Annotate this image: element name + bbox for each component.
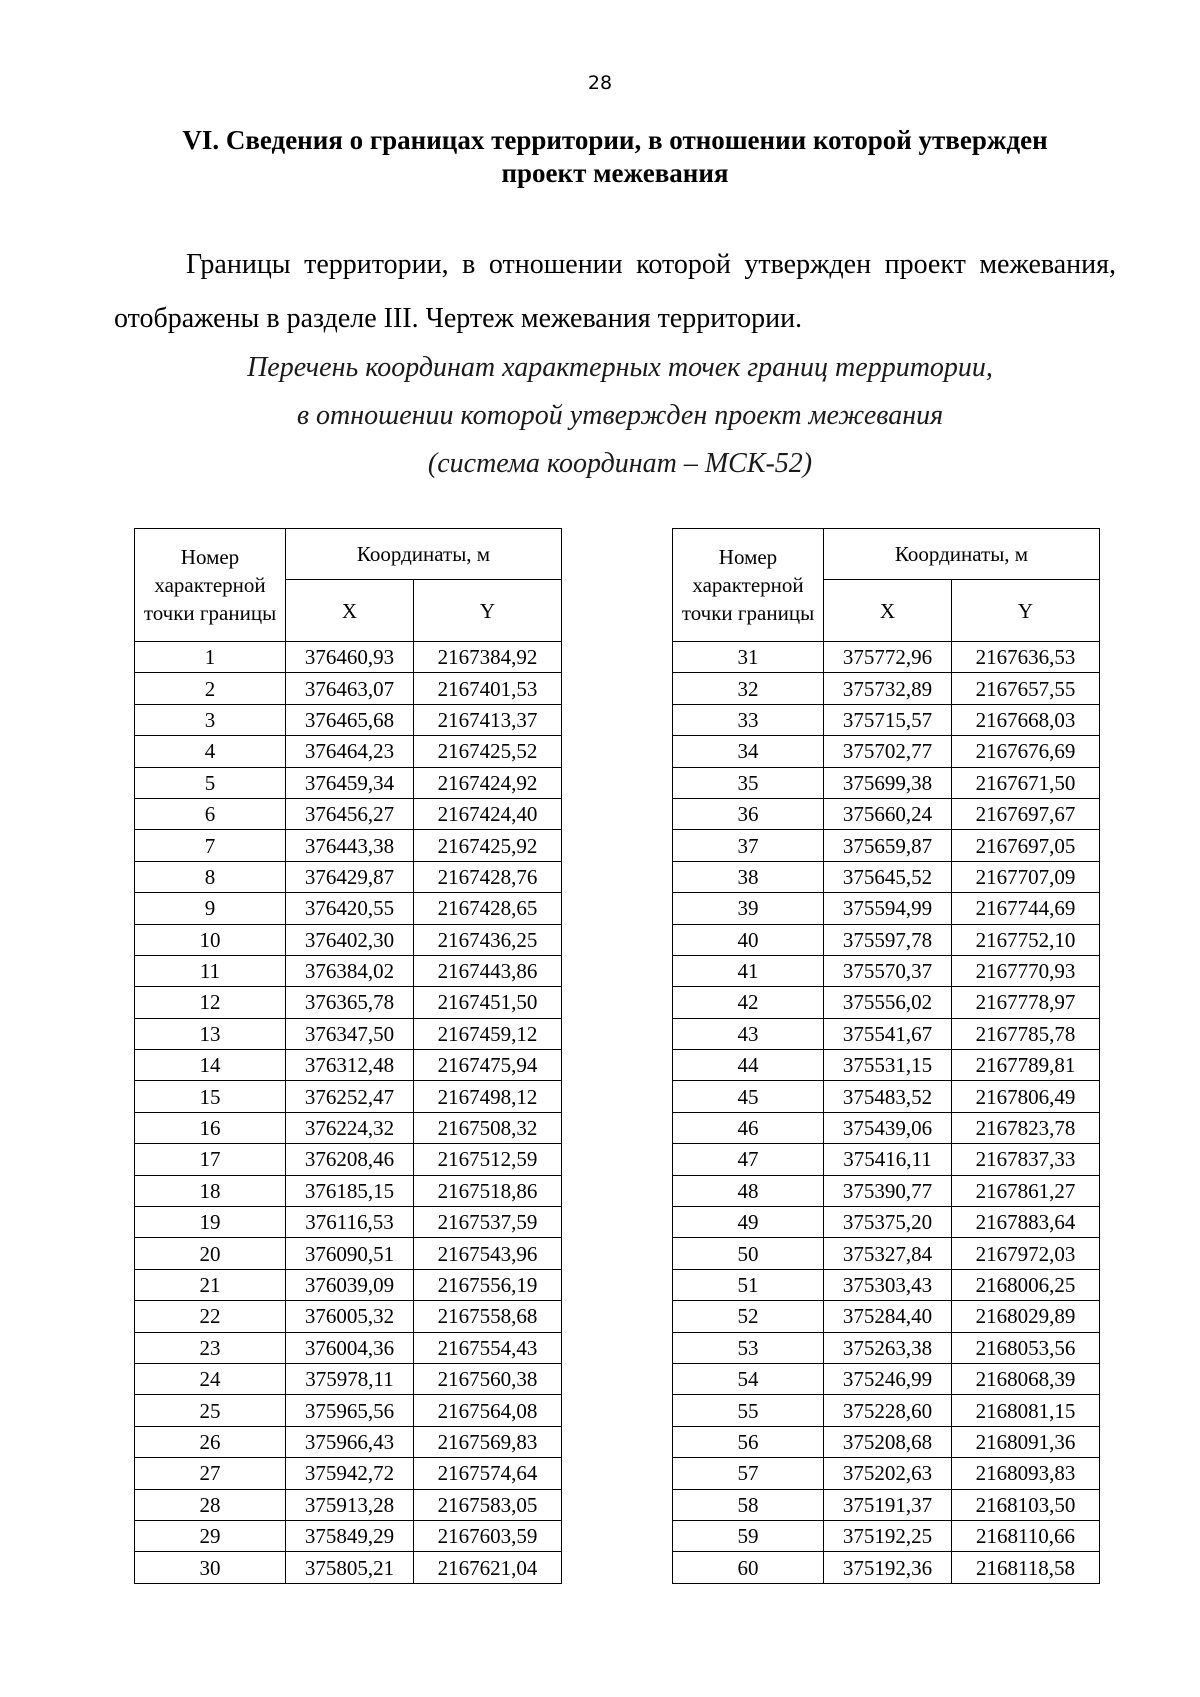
- cell-x: 376312,48: [286, 1050, 414, 1081]
- header-x: X: [286, 580, 414, 642]
- cell-y: 2167537,59: [414, 1207, 562, 1238]
- cell-y: 2167558,68: [414, 1301, 562, 1332]
- cell-x: 375192,36: [824, 1552, 952, 1583]
- cell-x: 375570,37: [824, 955, 952, 986]
- cell-x: 375228,60: [824, 1395, 952, 1426]
- cell-point-number: 57: [673, 1458, 824, 1489]
- cell-point-number: 36: [673, 798, 824, 829]
- caption-line-1: Перечень координат характерных точек границ территории,: [247, 352, 993, 383]
- table-row: [135, 1238, 562, 1269]
- table-row: [135, 1081, 562, 1112]
- cell-x: 375942,72: [286, 1458, 414, 1489]
- table-row: [135, 1050, 562, 1081]
- cell-x: 375805,21: [286, 1552, 414, 1583]
- cell-y: 2167861,27: [952, 1175, 1100, 1206]
- cell-point-number: 22: [135, 1301, 286, 1332]
- body-paragraph: Границы территории, в отношении которой утвержден проект межевания, отображены в разделе III. Чертеж межевания территории.: [114, 249, 1116, 334]
- cell-x: 375556,02: [824, 987, 952, 1018]
- table-row: [135, 642, 562, 673]
- cell-y: 2167785,78: [952, 1018, 1100, 1049]
- cell-y: 2167668,03: [952, 704, 1100, 735]
- cell-y: 2167413,37: [414, 704, 562, 735]
- table-row: [673, 1144, 1100, 1175]
- cell-point-number: 27: [135, 1458, 286, 1489]
- cell-x: 375202,63: [824, 1458, 952, 1489]
- cell-x: 376224,32: [286, 1112, 414, 1143]
- table-row: [673, 924, 1100, 955]
- cell-point-number: 4: [135, 736, 286, 767]
- cell-y: 2167574,64: [414, 1458, 562, 1489]
- caption-line-3: (система координат – МСК-52): [427, 448, 813, 479]
- cell-point-number: 32: [673, 673, 824, 704]
- coordinates-table-left: [134, 528, 562, 1584]
- header-coordinates: Координаты, м: [286, 529, 562, 580]
- table-row: [135, 1552, 562, 1583]
- cell-point-number: 13: [135, 1018, 286, 1049]
- table-row: [135, 1520, 562, 1551]
- cell-point-number: 18: [135, 1175, 286, 1206]
- cell-x: 376384,02: [286, 955, 414, 986]
- cell-x: 375659,87: [824, 830, 952, 861]
- cell-x: 376090,51: [286, 1238, 414, 1269]
- cell-point-number: 47: [673, 1144, 824, 1175]
- cell-x: 375541,67: [824, 1018, 952, 1049]
- cell-point-number: 21: [135, 1269, 286, 1300]
- cell-point-number: 44: [673, 1050, 824, 1081]
- table-row: [673, 861, 1100, 892]
- cell-x: 375594,99: [824, 893, 952, 924]
- cell-y: 2167518,86: [414, 1175, 562, 1206]
- table-row: [673, 1552, 1100, 1583]
- cell-x: 375375,20: [824, 1207, 952, 1238]
- cell-point-number: 15: [135, 1081, 286, 1112]
- cell-x: 376039,09: [286, 1269, 414, 1300]
- cell-y: 2167560,38: [414, 1363, 562, 1394]
- cell-y: 2168006,25: [952, 1269, 1100, 1300]
- table-row: [135, 1018, 562, 1049]
- cell-y: 2168081,15: [952, 1395, 1100, 1426]
- cell-x: 375208,68: [824, 1426, 952, 1457]
- cell-point-number: 39: [673, 893, 824, 924]
- cell-point-number: 31: [673, 642, 824, 673]
- cell-x: 375715,57: [824, 704, 952, 735]
- cell-point-number: 17: [135, 1144, 286, 1175]
- cell-x: 375913,28: [286, 1489, 414, 1520]
- table-row: [673, 1458, 1100, 1489]
- cell-point-number: 28: [135, 1489, 286, 1520]
- table-row: [673, 830, 1100, 861]
- coordinates-table-right: [672, 528, 1100, 1584]
- table-row: [673, 1050, 1100, 1081]
- table-row: [135, 1332, 562, 1363]
- cell-point-number: 19: [135, 1207, 286, 1238]
- cell-y: 2167752,10: [952, 924, 1100, 955]
- cell-y: 2167425,52: [414, 736, 562, 767]
- cell-y: 2167428,65: [414, 893, 562, 924]
- table-row: [673, 1238, 1100, 1269]
- cell-x: 375965,56: [286, 1395, 414, 1426]
- cell-y: 2167436,25: [414, 924, 562, 955]
- cell-x: 376460,93: [286, 642, 414, 673]
- cell-y: 2168068,39: [952, 1363, 1100, 1394]
- cell-y: 2168103,50: [952, 1489, 1100, 1520]
- cell-y: 2167657,55: [952, 673, 1100, 704]
- cell-y: 2168110,66: [952, 1520, 1100, 1551]
- table-row: [673, 1363, 1100, 1394]
- table-row: [673, 1018, 1100, 1049]
- cell-x: 375699,38: [824, 767, 952, 798]
- cell-y: 2167508,32: [414, 1112, 562, 1143]
- cell-x: 375439,06: [824, 1112, 952, 1143]
- cell-y: 2167789,81: [952, 1050, 1100, 1081]
- cell-x: 375849,29: [286, 1520, 414, 1551]
- cell-x: 376347,50: [286, 1018, 414, 1049]
- cell-point-number: 37: [673, 830, 824, 861]
- cell-x: 375263,38: [824, 1332, 952, 1363]
- cell-x: 376465,68: [286, 704, 414, 735]
- cell-x: 376429,87: [286, 861, 414, 892]
- cell-point-number: 20: [135, 1238, 286, 1269]
- table-row: [673, 767, 1100, 798]
- table-row: [135, 1489, 562, 1520]
- cell-y: 2167459,12: [414, 1018, 562, 1049]
- table-row: [135, 1363, 562, 1394]
- cell-point-number: 9: [135, 893, 286, 924]
- header-point-number: Номер характерной точки границы: [135, 529, 286, 642]
- table-row: [135, 1112, 562, 1143]
- table-row: [673, 736, 1100, 767]
- cell-point-number: 24: [135, 1363, 286, 1394]
- table-row: [135, 1395, 562, 1426]
- table-row: [673, 987, 1100, 1018]
- cell-y: 2168093,83: [952, 1458, 1100, 1489]
- cell-x: 376464,23: [286, 736, 414, 767]
- cell-y: 2167697,67: [952, 798, 1100, 829]
- cell-point-number: 16: [135, 1112, 286, 1143]
- cell-point-number: 14: [135, 1050, 286, 1081]
- table-row: [673, 798, 1100, 829]
- cell-point-number: 23: [135, 1332, 286, 1363]
- cell-y: 2167451,50: [414, 987, 562, 1018]
- cell-point-number: 53: [673, 1332, 824, 1363]
- table-row: [135, 893, 562, 924]
- cell-x: 375702,77: [824, 736, 952, 767]
- cell-x: 376420,55: [286, 893, 414, 924]
- table-row: [135, 955, 562, 986]
- table-row: [673, 704, 1100, 735]
- table-row: [673, 1301, 1100, 1332]
- caption-line-2: в отношении которой утвержден проект межевания: [296, 400, 944, 431]
- table-row: [673, 1175, 1100, 1206]
- cell-y: 2167443,86: [414, 955, 562, 986]
- cell-point-number: 10: [135, 924, 286, 955]
- cell-x: 375284,40: [824, 1301, 952, 1332]
- cell-point-number: 51: [673, 1269, 824, 1300]
- cell-y: 2167424,92: [414, 767, 562, 798]
- cell-y: 2167972,03: [952, 1238, 1100, 1269]
- cell-y: 2167543,96: [414, 1238, 562, 1269]
- cell-y: 2167498,12: [414, 1081, 562, 1112]
- table-row: [135, 1144, 562, 1175]
- cell-point-number: 41: [673, 955, 824, 986]
- table-row: [673, 1207, 1100, 1238]
- table-row: [135, 673, 562, 704]
- table-row: [673, 673, 1100, 704]
- table-row: [135, 987, 562, 1018]
- cell-y: 2168091,36: [952, 1426, 1100, 1457]
- header-coordinates: Координаты, м: [824, 529, 1100, 580]
- table-row: [135, 1458, 562, 1489]
- cell-point-number: 33: [673, 704, 824, 735]
- table-row: [135, 830, 562, 861]
- cell-point-number: 59: [673, 1520, 824, 1551]
- cell-x: 376459,34: [286, 767, 414, 798]
- cell-x: 375978,11: [286, 1363, 414, 1394]
- cell-point-number: 1: [135, 642, 286, 673]
- cell-point-number: 2: [135, 673, 286, 704]
- cell-x: 375327,84: [824, 1238, 952, 1269]
- cell-x: 375191,37: [824, 1489, 952, 1520]
- cell-x: 376185,15: [286, 1175, 414, 1206]
- cell-y: 2167384,92: [414, 642, 562, 673]
- table-row: [135, 924, 562, 955]
- header-y: Y: [952, 580, 1100, 642]
- cell-y: 2167806,49: [952, 1081, 1100, 1112]
- table-row: [135, 704, 562, 735]
- cell-x: 376208,46: [286, 1144, 414, 1175]
- table-row: [673, 1395, 1100, 1426]
- cell-y: 2167564,08: [414, 1395, 562, 1426]
- table-row: [135, 1301, 562, 1332]
- cell-x: 375732,89: [824, 673, 952, 704]
- cell-y: 2167428,76: [414, 861, 562, 892]
- cell-x: 376402,30: [286, 924, 414, 955]
- cell-y: 2167621,04: [414, 1552, 562, 1583]
- cell-y: 2167583,05: [414, 1489, 562, 1520]
- header-point-number: Номер характерной точки границы: [673, 529, 824, 642]
- cell-y: 2167401,53: [414, 673, 562, 704]
- cell-point-number: 11: [135, 955, 286, 986]
- cell-point-number: 42: [673, 987, 824, 1018]
- table-row: [673, 955, 1100, 986]
- cell-y: 2167744,69: [952, 893, 1100, 924]
- cell-x: 376456,27: [286, 798, 414, 829]
- cell-x: 376365,78: [286, 987, 414, 1018]
- cell-x: 375303,43: [824, 1269, 952, 1300]
- cell-y: 2167770,93: [952, 955, 1100, 986]
- cell-y: 2168053,56: [952, 1332, 1100, 1363]
- cell-y: 2167707,09: [952, 861, 1100, 892]
- cell-x: 376005,32: [286, 1301, 414, 1332]
- cell-point-number: 52: [673, 1301, 824, 1332]
- cell-y: 2167475,94: [414, 1050, 562, 1081]
- cell-x: 376443,38: [286, 830, 414, 861]
- cell-point-number: 55: [673, 1395, 824, 1426]
- cell-x: 375192,25: [824, 1520, 952, 1551]
- table-row: [673, 1332, 1100, 1363]
- cell-y: 2167554,43: [414, 1332, 562, 1363]
- header-y: Y: [414, 580, 562, 642]
- cell-x: 375416,11: [824, 1144, 952, 1175]
- table-row: [135, 1269, 562, 1300]
- table-row: [673, 1269, 1100, 1300]
- cell-x: 375390,77: [824, 1175, 952, 1206]
- cell-point-number: 25: [135, 1395, 286, 1426]
- cell-y: 2167837,33: [952, 1144, 1100, 1175]
- cell-point-number: 49: [673, 1207, 824, 1238]
- cell-y: 2167778,97: [952, 987, 1100, 1018]
- cell-y: 2167883,64: [952, 1207, 1100, 1238]
- cell-y: 2167603,59: [414, 1520, 562, 1551]
- cell-point-number: 30: [135, 1552, 286, 1583]
- cell-x: 375246,99: [824, 1363, 952, 1394]
- table-row: [673, 1081, 1100, 1112]
- cell-point-number: 43: [673, 1018, 824, 1049]
- cell-point-number: 46: [673, 1112, 824, 1143]
- cell-x: 375597,78: [824, 924, 952, 955]
- table-row: [673, 1426, 1100, 1457]
- table-row: [135, 1426, 562, 1457]
- cell-y: 2167671,50: [952, 767, 1100, 798]
- table-row: [673, 1112, 1100, 1143]
- table-row: [135, 1175, 562, 1206]
- header-x: X: [824, 580, 952, 642]
- table-row: [135, 798, 562, 829]
- table-row: [135, 767, 562, 798]
- cell-y: 2168029,89: [952, 1301, 1100, 1332]
- cell-x: 375966,43: [286, 1426, 414, 1457]
- cell-point-number: 6: [135, 798, 286, 829]
- cell-point-number: 5: [135, 767, 286, 798]
- cell-y: 2167512,59: [414, 1144, 562, 1175]
- table-row: [135, 736, 562, 767]
- cell-point-number: 8: [135, 861, 286, 892]
- cell-point-number: 58: [673, 1489, 824, 1520]
- cell-point-number: 54: [673, 1363, 824, 1394]
- cell-x: 375645,52: [824, 861, 952, 892]
- cell-point-number: 48: [673, 1175, 824, 1206]
- table-row: [673, 1520, 1100, 1551]
- cell-point-number: 35: [673, 767, 824, 798]
- cell-point-number: 12: [135, 987, 286, 1018]
- cell-y: 2167425,92: [414, 830, 562, 861]
- cell-x: 376252,47: [286, 1081, 414, 1112]
- cell-point-number: 26: [135, 1426, 286, 1457]
- cell-y: 2167556,19: [414, 1269, 562, 1300]
- cell-point-number: 40: [673, 924, 824, 955]
- cell-y: 2167823,78: [952, 1112, 1100, 1143]
- table-row: [673, 893, 1100, 924]
- cell-y: 2167697,05: [952, 830, 1100, 861]
- cell-x: 375483,52: [824, 1081, 952, 1112]
- table-row: [673, 642, 1100, 673]
- cell-point-number: 34: [673, 736, 824, 767]
- section-title: [100, 124, 1130, 190]
- section-title-line-1: VI. Сведения о границах территории, в отношении которой утвержден: [182, 125, 1048, 155]
- cell-y: 2167636,53: [952, 642, 1100, 673]
- cell-x: 375531,15: [824, 1050, 952, 1081]
- page-number: 28: [587, 72, 613, 94]
- table-row: [673, 1489, 1100, 1520]
- cell-x: 376463,07: [286, 673, 414, 704]
- cell-y: 2167676,69: [952, 736, 1100, 767]
- cell-y: 2168118,58: [952, 1552, 1100, 1583]
- cell-point-number: 29: [135, 1520, 286, 1551]
- cell-x: 375660,24: [824, 798, 952, 829]
- table-row: [135, 861, 562, 892]
- cell-point-number: 60: [673, 1552, 824, 1583]
- cell-x: 376116,53: [286, 1207, 414, 1238]
- cell-point-number: 45: [673, 1081, 824, 1112]
- section-title-line-2: проект межевания: [501, 158, 729, 188]
- cell-y: 2167569,83: [414, 1426, 562, 1457]
- cell-point-number: 50: [673, 1238, 824, 1269]
- table-caption: [0, 344, 1200, 488]
- cell-x: 375772,96: [824, 642, 952, 673]
- cell-point-number: 7: [135, 830, 286, 861]
- table-row: [135, 1207, 562, 1238]
- cell-y: 2167424,40: [414, 798, 562, 829]
- cell-x: 376004,36: [286, 1332, 414, 1363]
- cell-point-number: 56: [673, 1426, 824, 1457]
- cell-point-number: 3: [135, 704, 286, 735]
- cell-point-number: 38: [673, 861, 824, 892]
